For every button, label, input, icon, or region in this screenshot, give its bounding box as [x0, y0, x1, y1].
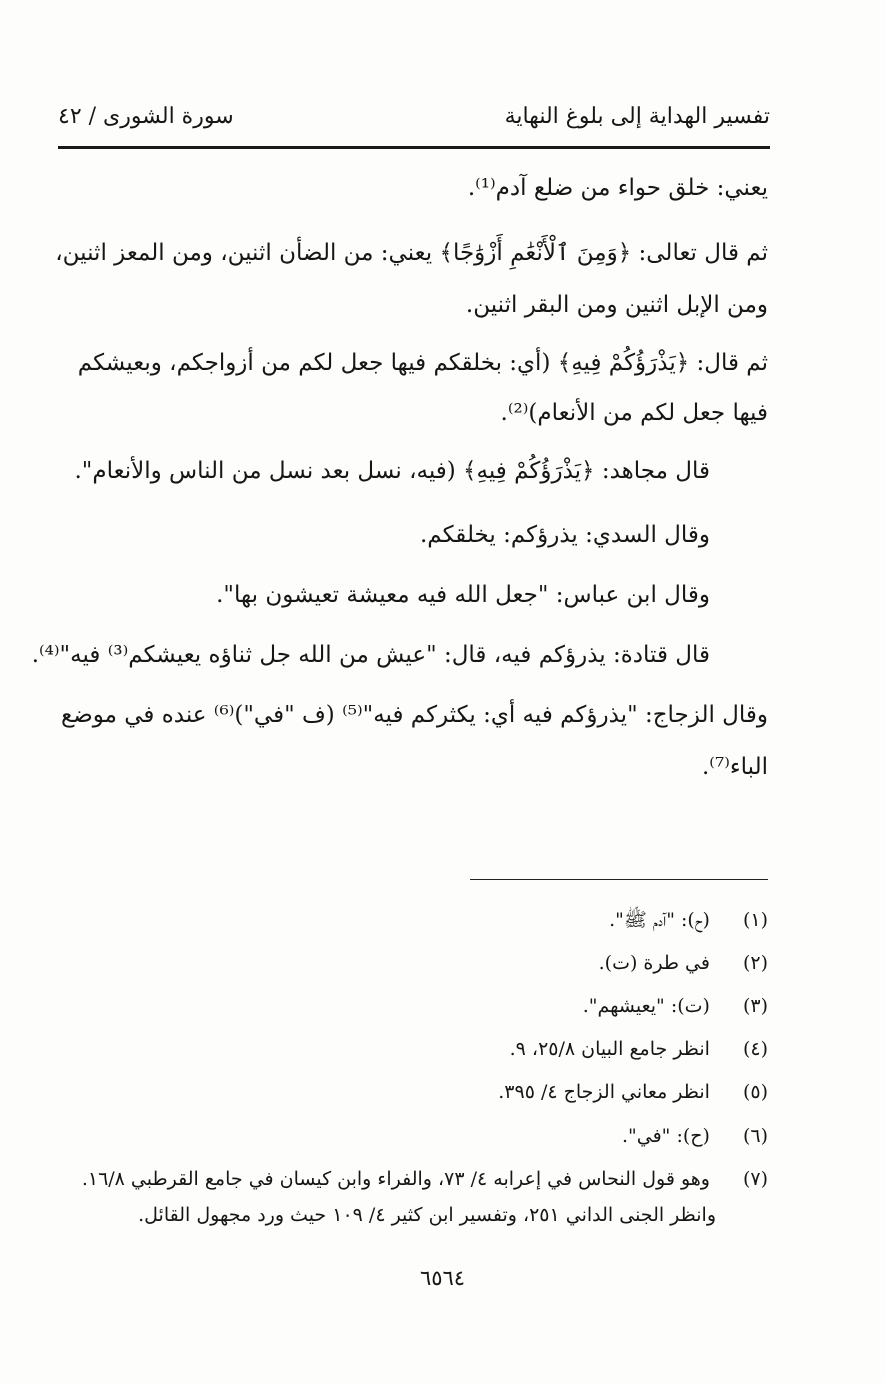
footnote-text: وهو قول النحاس في إعرابه ٤/ ٧٣، والفراء وابن كيسان في جامع القرطبي ١٦/٨.	[81, 1168, 710, 1190]
book-title: تفسير الهداية إلى بلوغ النهاية	[504, 104, 770, 129]
page-number: ٦٥٦٤	[419, 1266, 466, 1290]
footnote-item	[510, 1036, 768, 1062]
footnote-text: (ح): "آدم ﷺ".	[609, 909, 710, 931]
footnote-number: (٧)	[742, 1168, 768, 1190]
page-header	[58, 100, 770, 142]
body-line: قال قتادة: يذرؤكم فيه، قال: "عيش من الله جل ثناؤه يعيشكم⁽³⁾ فيه"⁽⁴⁾.	[31, 642, 710, 668]
body-line: الباء⁽⁷⁾.	[701, 754, 768, 780]
footnote-number: (٥)	[742, 1081, 768, 1103]
footnote-item	[58, 1166, 768, 1192]
header-rule	[58, 146, 770, 149]
body-line: ثم قال: ﴿يَذْرَؤُكُمْ فِيهِ﴾ (أي: بخلقكم فيها جعل لكم من أزواجكم، وبعيشكم	[77, 350, 768, 376]
footnote-separator	[470, 879, 768, 880]
footnote-item	[622, 1123, 768, 1149]
body-line: وقال السدي: يذرؤكم: يخلقكم.	[419, 522, 710, 548]
body-line: وقال الزجاج: "يذرؤكم فيه أي: يكثركم فيه"⁽⁵⁾ (ف "في")⁽⁶⁾ عنده في موضع	[60, 702, 768, 728]
footnote-item	[498, 1079, 768, 1105]
body-line: قال مجاهد: ﴿يَذْرَؤُكُمْ فِيهِ﴾ (فيه، نسل بعد نسل من الناس والأنعام".	[74, 458, 710, 484]
footnote-continuation: وانظر الجنى الداني ٢٥١، وتفسير ابن كثير ٤/ ١٠٩ حيث ورد مجهول القائل.	[138, 1204, 716, 1226]
footnote-text: (ح): "في".	[621, 1125, 710, 1147]
body-line: ومن الإبل اثنين ومن البقر اثنين.	[465, 292, 768, 318]
body-line: ثم قال تعالى: ﴿وَمِنَ ٱلْأَنْعَٰمِ أَزْوَٰجًا﴾ يعني: من الضأن اثنين، ومن المعز اثنين،	[55, 240, 768, 266]
footnote-text: انظر معاني الزجاج ٤/ ٣٩٥.	[498, 1081, 710, 1103]
body-line: يعني: خلق حواء من ضلع آدم⁽¹⁾.	[467, 175, 768, 201]
footnote-text: (ت): "يعيشهم".	[582, 995, 710, 1017]
footnote-text: في طرة (ت).	[598, 952, 710, 974]
footnote-item	[609, 907, 768, 933]
footnote-number: (٤)	[742, 1038, 768, 1060]
footnote-number: (١)	[742, 909, 768, 931]
footnote-number: (٣)	[742, 995, 768, 1017]
body-line: فيها جعل لكم من الأنعام)⁽²⁾.	[500, 400, 768, 426]
footnote-number: (٦)	[742, 1125, 768, 1147]
footnote-item	[583, 993, 768, 1019]
footnote-item	[599, 950, 768, 976]
footnote-text: انظر جامع البيان ٢٥/٨، ٩.	[509, 1038, 710, 1060]
body-line: وقال ابن عباس: "جعل الله فيه معيشة تعيشون بها".	[216, 582, 710, 608]
footnote-number: (٢)	[742, 952, 768, 974]
surah-label: سورة الشورى / ٤٢	[58, 104, 234, 129]
